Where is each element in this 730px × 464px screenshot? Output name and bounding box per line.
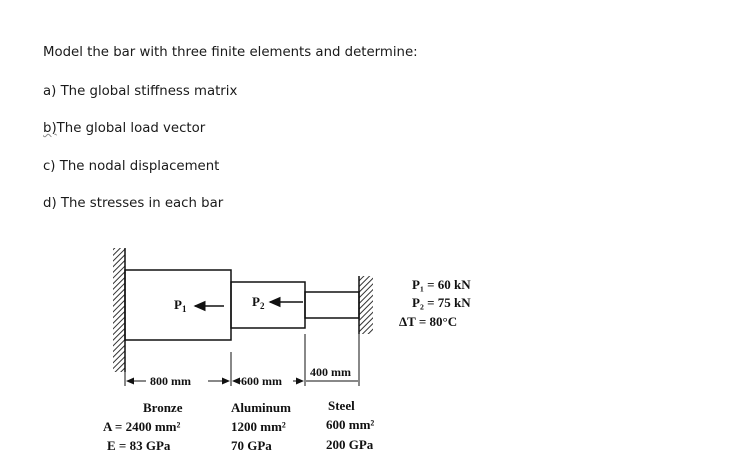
bronze-modulus: E = 83 GPa (107, 438, 171, 453)
problem-intro: Model the bar with three finite elements and determine: (43, 45, 418, 60)
dim-aluminum: 600 mm (241, 374, 282, 388)
temperature-change: ΔT = 80°C (399, 314, 458, 329)
aluminum-segment (231, 282, 305, 328)
steel-area: 600 mm² (326, 417, 375, 432)
question-d: d) The stresses in each bar (43, 196, 224, 211)
steel-segment (305, 292, 359, 318)
left-wall (113, 248, 125, 372)
p2-label: $P_2$ (252, 294, 265, 311)
question-c: c) The nodal displacement (43, 159, 220, 174)
load-p1: P₁ = 60 kN (412, 277, 471, 292)
steel-modulus: 200 GPa (326, 437, 374, 452)
dim-bronze: 800 mm (150, 374, 191, 388)
question-b-text: The global load vector (56, 121, 206, 136)
aluminum-name: Aluminum (231, 400, 291, 415)
dim-steel: 400 mm (310, 365, 351, 379)
steel-name: Steel (328, 398, 355, 413)
bronze-area: A = 2400 mm² (103, 419, 181, 434)
aluminum-modulus: 70 GPa (231, 438, 272, 453)
question-b-marker: b) (43, 121, 57, 136)
load-p2: P₂ = 75 kN (412, 295, 471, 310)
right-wall (359, 276, 373, 334)
p1-label: $P_1$ (174, 297, 187, 314)
question-a: a) The global stiffness matrix (43, 84, 238, 99)
aluminum-area: 1200 mm² (231, 419, 286, 434)
bronze-name: Bronze (143, 400, 183, 415)
